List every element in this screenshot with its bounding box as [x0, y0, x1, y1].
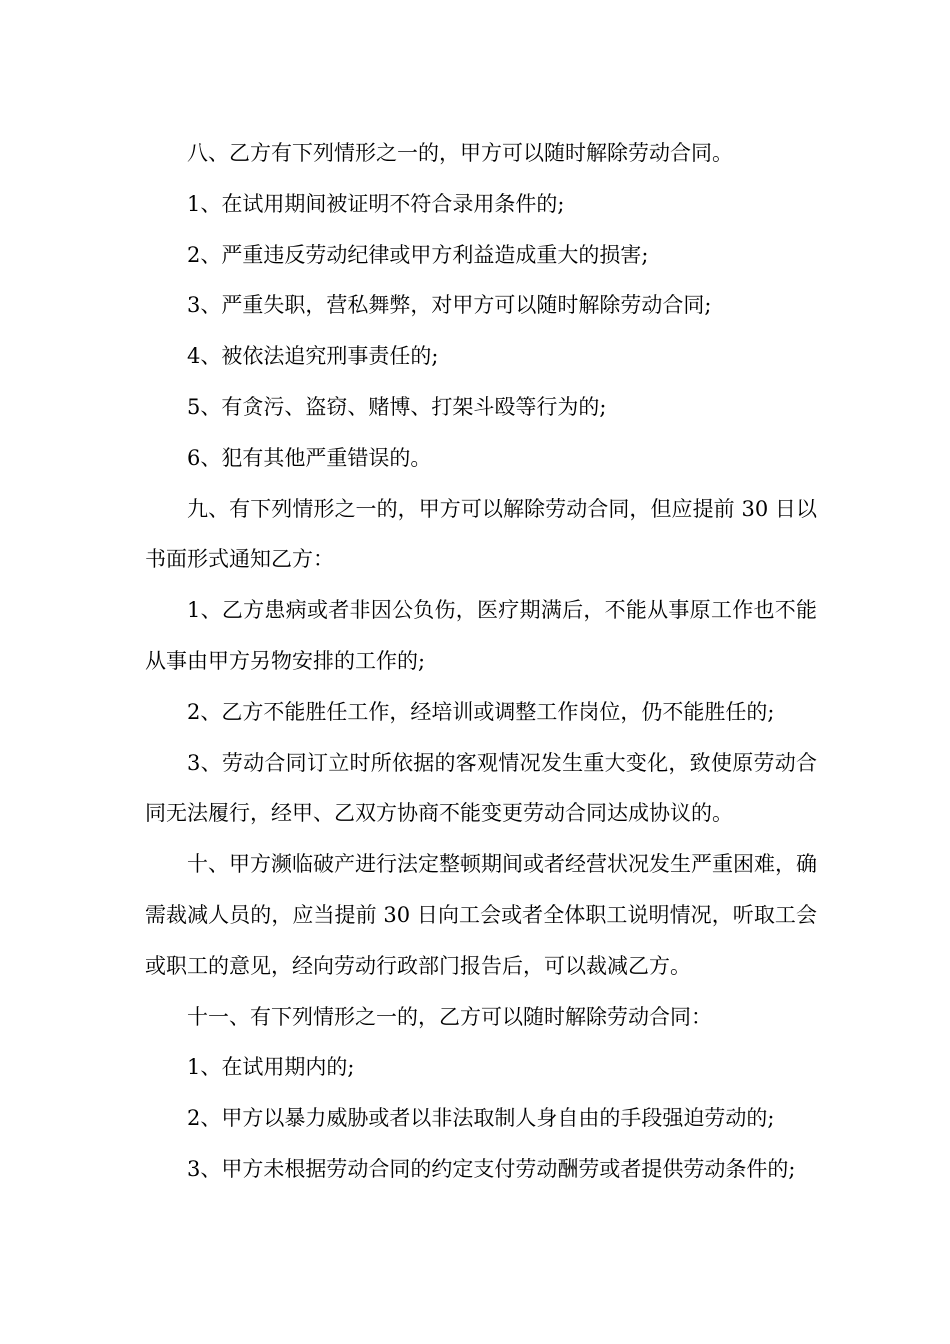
paragraph-11-item-1: 1、在试用期内的;: [187, 1055, 355, 1080]
paragraph-8-item-2: 2、严重违反劳动纪律或甲方利益造成重大的损害;: [187, 242, 649, 267]
paragraph-9-item-3: 3、劳动合同订立时所依据的客观情况发生重大变化，致使原劳动合同无法履行，经甲、乙双方协商不能变更劳动合同达成协议的。: [145, 750, 817, 826]
paragraph-11-item-3: 3、甲方未根据劳动合同的约定支付劳动酬劳或者提供劳动条件的;: [187, 1156, 796, 1181]
paragraph-8-item-6: 6、犯有其他严重错误的。: [187, 445, 432, 470]
paragraph-section-11-heading: 十一、有下列情形之一的，乙方可以随时解除劳动合同：: [187, 1004, 712, 1029]
paragraph-11-item-2: 2、甲方以暴力威胁或者以非法取制人身自由的手段强迫劳动的;: [187, 1106, 775, 1131]
paragraph-8-item-3: 3、严重失职，营私舞弊，对甲方可以随时解除劳动合同;: [187, 293, 712, 318]
paragraph-section-8-heading: 八、乙方有下列情形之一的，甲方可以随时解除劳动合同。: [187, 141, 733, 165]
paragraph-9-item-2: 2、乙方不能胜任工作，经培训或调整工作岗位，仍不能胜任的;: [187, 699, 775, 724]
paragraph-9-item-1: 1、乙方患病或者非因公负伤，医疗期满后，不能从事原工作也不能从事由甲方另物安排的工作的;: [145, 598, 817, 673]
paragraph-8-item-5: 5、有贪污、盗窃、赌博、打架斗殴等行为的;: [187, 394, 607, 419]
paragraph-8-item-4: 4、被依法追究刑事责任的;: [187, 344, 439, 369]
paragraph-section-9-heading: 九、有下列情形之一的，甲方可以解除劳动合同，但应提前 30 日以书面形式通知乙方：: [145, 496, 817, 572]
paragraph-section-10: 十、甲方濒临破产进行法定整顿期间或者经营状况发生严重困难，确需裁减人员的，应当提前 30 日向工会或者全体职工说明情况，听取工会或职工的意见，经向劳动行政部门报告后，可以裁减乙方。: [145, 852, 817, 978]
paragraph-8-item-1: 1、在试用期间被证明不符合录用条件的;: [187, 191, 565, 216]
document-body: [145, 128, 817, 1195]
